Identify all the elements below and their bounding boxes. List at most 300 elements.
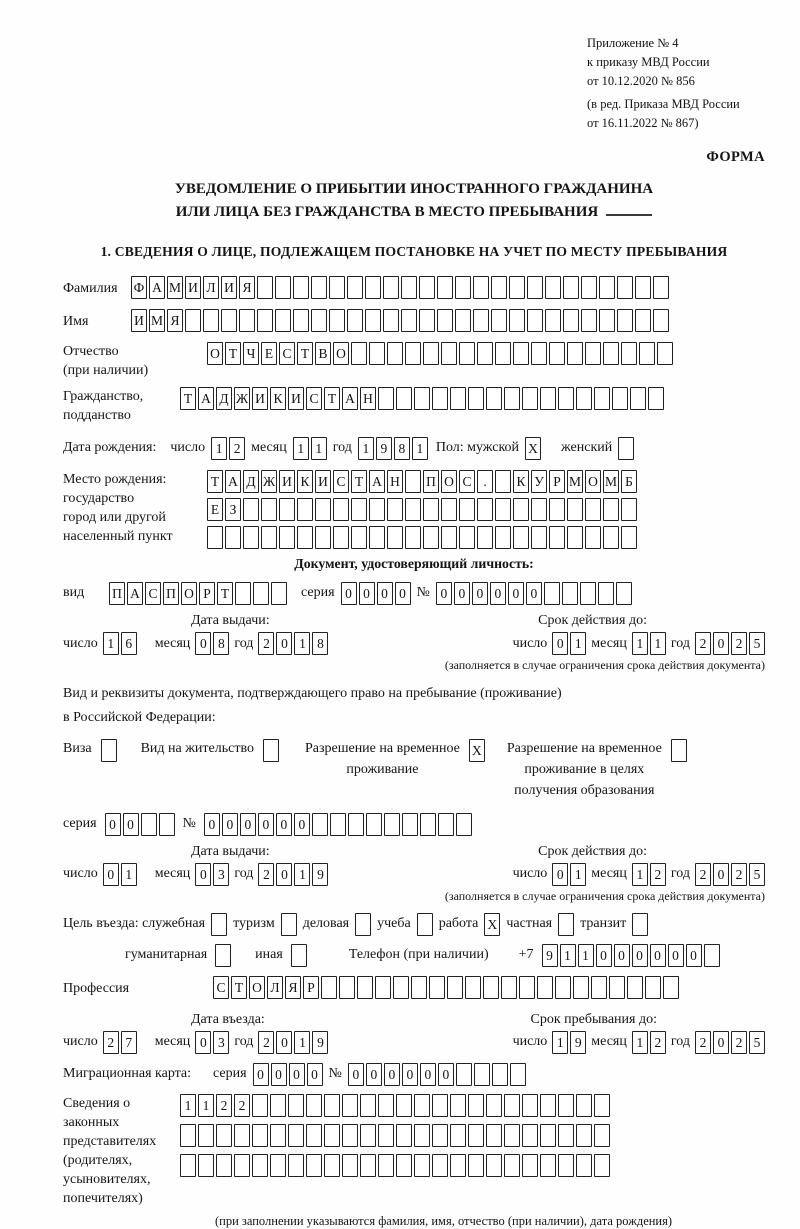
char-box[interactable]: 0: [366, 1063, 382, 1086]
char-box[interactable]: [270, 1124, 286, 1147]
char-box[interactable]: [567, 342, 583, 365]
char-box[interactable]: 2: [258, 632, 274, 655]
char-box[interactable]: [369, 498, 385, 521]
char-box[interactable]: 1: [412, 437, 428, 460]
char-box[interactable]: [297, 498, 313, 521]
char-box[interactable]: [360, 1094, 376, 1117]
char-box[interactable]: 0: [195, 1031, 211, 1054]
char-box[interactable]: 0: [713, 632, 729, 655]
char-box[interactable]: М: [149, 309, 165, 332]
char-box[interactable]: 6: [121, 632, 137, 655]
char-box[interactable]: 0: [289, 1063, 305, 1086]
char-box[interactable]: 1: [570, 632, 586, 655]
char-box[interactable]: [288, 1124, 304, 1147]
char-box[interactable]: [447, 976, 463, 999]
char-box[interactable]: И: [252, 387, 268, 410]
char-box[interactable]: С: [145, 582, 161, 605]
char-box[interactable]: [486, 1094, 502, 1117]
char-box[interactable]: [527, 309, 543, 332]
char-box[interactable]: 0: [276, 863, 292, 886]
char-box[interactable]: И: [315, 470, 331, 493]
char-box[interactable]: 2: [650, 863, 666, 886]
char-box[interactable]: [414, 1154, 430, 1177]
char-box[interactable]: [387, 342, 403, 365]
char-box[interactable]: [591, 976, 607, 999]
char-box[interactable]: [558, 1154, 574, 1177]
char-box[interactable]: 0: [472, 582, 488, 605]
char-box[interactable]: [495, 342, 511, 365]
char-box[interactable]: [378, 1094, 394, 1117]
char-box[interactable]: [235, 582, 251, 605]
char-box[interactable]: [198, 1124, 214, 1147]
char-box[interactable]: [329, 309, 345, 332]
char-box[interactable]: [351, 342, 367, 365]
char-box[interactable]: [621, 526, 637, 549]
char-box[interactable]: [429, 976, 445, 999]
checkbox-other[interactable]: [291, 944, 307, 967]
char-box[interactable]: [585, 342, 601, 365]
char-box[interactable]: [509, 309, 525, 332]
char-box[interactable]: [450, 1094, 466, 1117]
char-box[interactable]: 8: [213, 632, 229, 655]
char-box[interactable]: [180, 1154, 196, 1177]
char-box[interactable]: [455, 276, 471, 299]
char-box[interactable]: 3: [213, 1031, 229, 1054]
char-box[interactable]: 0: [307, 1063, 323, 1086]
char-box[interactable]: Т: [225, 342, 241, 365]
char-box[interactable]: [414, 387, 430, 410]
char-box[interactable]: 0: [222, 813, 238, 836]
char-box[interactable]: 0: [436, 582, 452, 605]
char-box[interactable]: 0: [294, 813, 310, 836]
char-box[interactable]: 9: [312, 863, 328, 886]
char-box[interactable]: 2: [229, 437, 245, 460]
char-box[interactable]: [576, 387, 592, 410]
char-box[interactable]: [423, 498, 439, 521]
char-box[interactable]: [563, 276, 579, 299]
char-box[interactable]: 0: [377, 582, 393, 605]
char-box[interactable]: [216, 1154, 232, 1177]
char-box[interactable]: 1: [311, 437, 327, 460]
char-box[interactable]: 0: [123, 813, 139, 836]
char-box[interactable]: А: [369, 470, 385, 493]
char-box[interactable]: С: [213, 976, 229, 999]
char-box[interactable]: Л: [203, 276, 219, 299]
char-box[interactable]: 0: [668, 944, 684, 967]
char-box[interactable]: [616, 582, 632, 605]
char-box[interactable]: [243, 498, 259, 521]
char-box[interactable]: 1: [632, 1031, 648, 1054]
char-box[interactable]: [365, 276, 381, 299]
char-box[interactable]: [311, 276, 327, 299]
char-box[interactable]: 0: [341, 582, 357, 605]
char-box[interactable]: 0: [240, 813, 256, 836]
char-box[interactable]: А: [149, 276, 165, 299]
char-box[interactable]: 1: [211, 437, 227, 460]
char-box[interactable]: О: [441, 470, 457, 493]
char-box[interactable]: С: [306, 387, 322, 410]
char-box[interactable]: [387, 498, 403, 521]
char-box[interactable]: [558, 1094, 574, 1117]
char-box[interactable]: [576, 1124, 592, 1147]
char-box[interactable]: [558, 1124, 574, 1147]
char-box[interactable]: [279, 526, 295, 549]
char-box[interactable]: [468, 1094, 484, 1117]
char-box[interactable]: [401, 309, 417, 332]
char-box[interactable]: Е: [207, 498, 223, 521]
char-box[interactable]: [414, 1124, 430, 1147]
char-box[interactable]: [405, 342, 421, 365]
char-box[interactable]: [540, 1124, 556, 1147]
char-box[interactable]: [441, 526, 457, 549]
char-box[interactable]: И: [131, 309, 147, 332]
char-box[interactable]: [365, 309, 381, 332]
char-box[interactable]: [270, 1094, 286, 1117]
char-box[interactable]: [252, 1154, 268, 1177]
char-box[interactable]: Т: [297, 342, 313, 365]
char-box[interactable]: 0: [508, 582, 524, 605]
char-box[interactable]: [243, 526, 259, 549]
char-box[interactable]: 1: [198, 1094, 214, 1117]
char-box[interactable]: [653, 276, 669, 299]
char-box[interactable]: 9: [376, 437, 392, 460]
char-box[interactable]: 1: [560, 944, 576, 967]
char-box[interactable]: Ч: [243, 342, 259, 365]
char-box[interactable]: 0: [103, 863, 119, 886]
char-box[interactable]: 0: [195, 632, 211, 655]
char-box[interactable]: [378, 1124, 394, 1147]
char-box[interactable]: [603, 342, 619, 365]
char-box[interactable]: 0: [359, 582, 375, 605]
char-box[interactable]: [486, 387, 502, 410]
checkbox-temp-residence[interactable]: X: [469, 739, 485, 762]
char-box[interactable]: [492, 1063, 508, 1086]
char-box[interactable]: [635, 276, 651, 299]
char-box[interactable]: Я: [285, 976, 301, 999]
char-box[interactable]: [405, 526, 421, 549]
char-box[interactable]: 1: [358, 437, 374, 460]
char-box[interactable]: 0: [105, 813, 121, 836]
char-box[interactable]: [432, 1154, 448, 1177]
char-box[interactable]: 0: [686, 944, 702, 967]
char-box[interactable]: 0: [276, 813, 292, 836]
char-box[interactable]: 0: [713, 1031, 729, 1054]
char-box[interactable]: [180, 1124, 196, 1147]
checkbox-tourism[interactable]: [281, 913, 297, 936]
char-box[interactable]: [477, 498, 493, 521]
char-box[interactable]: [585, 526, 601, 549]
char-box[interactable]: [252, 1094, 268, 1117]
char-box[interactable]: М: [567, 470, 583, 493]
char-box[interactable]: [477, 526, 493, 549]
char-box[interactable]: [459, 498, 475, 521]
char-box[interactable]: Б: [621, 470, 637, 493]
char-box[interactable]: В: [315, 342, 331, 365]
char-box[interactable]: [594, 1124, 610, 1147]
char-box[interactable]: [198, 1154, 214, 1177]
char-box[interactable]: Н: [387, 470, 403, 493]
char-box[interactable]: [617, 276, 633, 299]
char-box[interactable]: 2: [234, 1094, 250, 1117]
char-box[interactable]: [360, 1124, 376, 1147]
char-box[interactable]: [329, 276, 345, 299]
char-box[interactable]: [441, 342, 457, 365]
char-box[interactable]: С: [459, 470, 475, 493]
char-box[interactable]: [203, 309, 219, 332]
char-box[interactable]: 0: [395, 582, 411, 605]
char-box[interactable]: [234, 1154, 250, 1177]
char-box[interactable]: [378, 387, 394, 410]
char-box[interactable]: [321, 976, 337, 999]
char-box[interactable]: [207, 526, 223, 549]
char-box[interactable]: [239, 309, 255, 332]
char-box[interactable]: 0: [258, 813, 274, 836]
char-box[interactable]: [456, 1063, 472, 1086]
char-box[interactable]: [351, 526, 367, 549]
char-box[interactable]: [252, 1124, 268, 1147]
char-box[interactable]: [459, 342, 475, 365]
char-box[interactable]: [360, 1154, 376, 1177]
char-box[interactable]: Е: [261, 342, 277, 365]
char-box[interactable]: П: [423, 470, 439, 493]
char-box[interactable]: [617, 309, 633, 332]
char-box[interactable]: [483, 976, 499, 999]
char-box[interactable]: 5: [749, 1031, 765, 1054]
char-box[interactable]: К: [513, 470, 529, 493]
char-box[interactable]: [396, 387, 412, 410]
checkbox-visa[interactable]: [101, 739, 117, 762]
char-box[interactable]: [324, 1154, 340, 1177]
char-box[interactable]: 0: [526, 582, 542, 605]
char-box[interactable]: [348, 813, 364, 836]
char-box[interactable]: [324, 1094, 340, 1117]
char-box[interactable]: 0: [253, 1063, 269, 1086]
char-box[interactable]: [635, 309, 651, 332]
char-box[interactable]: [527, 276, 543, 299]
char-box[interactable]: [450, 1154, 466, 1177]
char-box[interactable]: О: [249, 976, 265, 999]
char-box[interactable]: 7: [121, 1031, 137, 1054]
char-box[interactable]: [261, 498, 277, 521]
char-box[interactable]: [576, 1154, 592, 1177]
char-box[interactable]: И: [279, 470, 295, 493]
char-box[interactable]: [545, 309, 561, 332]
char-box[interactable]: [383, 309, 399, 332]
char-box[interactable]: [312, 813, 328, 836]
char-box[interactable]: [531, 498, 547, 521]
char-box[interactable]: 8: [312, 632, 328, 655]
char-box[interactable]: 0: [552, 632, 568, 655]
char-box[interactable]: [519, 976, 535, 999]
char-box[interactable]: [324, 1124, 340, 1147]
char-box[interactable]: [393, 976, 409, 999]
char-box[interactable]: [491, 309, 507, 332]
char-box[interactable]: 8: [394, 437, 410, 460]
char-box[interactable]: 2: [731, 632, 747, 655]
char-box[interactable]: А: [127, 582, 143, 605]
char-box[interactable]: [549, 342, 565, 365]
char-box[interactable]: 2: [103, 1031, 119, 1054]
char-box[interactable]: [221, 309, 237, 332]
char-box[interactable]: 3: [213, 863, 229, 886]
char-box[interactable]: [333, 498, 349, 521]
char-box[interactable]: [576, 1094, 592, 1117]
checkbox-business[interactable]: [355, 913, 371, 936]
char-box[interactable]: 0: [552, 863, 568, 886]
char-box[interactable]: О: [585, 470, 601, 493]
char-box[interactable]: 1: [650, 632, 666, 655]
char-box[interactable]: [330, 813, 346, 836]
char-box[interactable]: [419, 276, 435, 299]
char-box[interactable]: [351, 498, 367, 521]
char-box[interactable]: 1: [578, 944, 594, 967]
char-box[interactable]: [609, 976, 625, 999]
char-box[interactable]: [414, 1094, 430, 1117]
char-box[interactable]: [531, 342, 547, 365]
char-box[interactable]: [288, 1094, 304, 1117]
char-box[interactable]: [645, 976, 661, 999]
char-box[interactable]: [567, 526, 583, 549]
char-box[interactable]: 1: [632, 863, 648, 886]
char-box[interactable]: Д: [243, 470, 259, 493]
char-box[interactable]: [491, 276, 507, 299]
char-box[interactable]: 2: [258, 863, 274, 886]
char-box[interactable]: [594, 1094, 610, 1117]
char-box[interactable]: 0: [596, 944, 612, 967]
char-box[interactable]: Л: [267, 976, 283, 999]
char-box[interactable]: [411, 976, 427, 999]
char-box[interactable]: [549, 498, 565, 521]
char-box[interactable]: [257, 276, 273, 299]
char-box[interactable]: [401, 276, 417, 299]
char-box[interactable]: И: [185, 276, 201, 299]
char-box[interactable]: [495, 498, 511, 521]
char-box[interactable]: [621, 498, 637, 521]
checkbox-study[interactable]: [417, 913, 433, 936]
char-box[interactable]: [612, 387, 628, 410]
char-box[interactable]: [580, 582, 596, 605]
char-box[interactable]: [603, 526, 619, 549]
char-box[interactable]: [522, 1124, 538, 1147]
char-box[interactable]: Р: [303, 976, 319, 999]
char-box[interactable]: 0: [614, 944, 630, 967]
char-box[interactable]: [540, 387, 556, 410]
char-box[interactable]: [465, 976, 481, 999]
char-box[interactable]: [581, 309, 597, 332]
char-box[interactable]: 0: [276, 1031, 292, 1054]
char-box[interactable]: [594, 1154, 610, 1177]
char-box[interactable]: 1: [294, 632, 310, 655]
char-box[interactable]: [405, 498, 421, 521]
char-box[interactable]: 1: [294, 863, 310, 886]
char-box[interactable]: 5: [749, 863, 765, 886]
char-box[interactable]: 0: [713, 863, 729, 886]
char-box[interactable]: [621, 342, 637, 365]
char-box[interactable]: Т: [207, 470, 223, 493]
char-box[interactable]: К: [297, 470, 313, 493]
char-box[interactable]: 1: [121, 863, 137, 886]
char-box[interactable]: [306, 1154, 322, 1177]
checkbox-temp-residence-edu[interactable]: [671, 739, 687, 762]
char-box[interactable]: [599, 309, 615, 332]
char-box[interactable]: [420, 813, 436, 836]
char-box[interactable]: [423, 526, 439, 549]
char-box[interactable]: Р: [199, 582, 215, 605]
char-box[interactable]: [342, 1154, 358, 1177]
char-box[interactable]: [339, 976, 355, 999]
char-box[interactable]: 9: [312, 1031, 328, 1054]
char-box[interactable]: 2: [695, 863, 711, 886]
char-box[interactable]: [297, 526, 313, 549]
char-box[interactable]: [513, 342, 529, 365]
char-box[interactable]: З: [225, 498, 241, 521]
char-box[interactable]: [504, 1154, 520, 1177]
char-box[interactable]: [522, 1094, 538, 1117]
char-box[interactable]: [456, 813, 472, 836]
char-box[interactable]: [562, 582, 578, 605]
char-box[interactable]: [630, 387, 646, 410]
char-box[interactable]: У: [531, 470, 547, 493]
char-box[interactable]: 2: [695, 632, 711, 655]
char-box[interactable]: [306, 1094, 322, 1117]
char-box[interactable]: А: [225, 470, 241, 493]
char-box[interactable]: [468, 1154, 484, 1177]
char-box[interactable]: .: [477, 470, 493, 493]
char-box[interactable]: [648, 387, 664, 410]
char-box[interactable]: [357, 976, 373, 999]
char-box[interactable]: [347, 309, 363, 332]
char-box[interactable]: О: [333, 342, 349, 365]
char-box[interactable]: [438, 813, 454, 836]
char-box[interactable]: И: [288, 387, 304, 410]
char-box[interactable]: [522, 387, 538, 410]
char-box[interactable]: [275, 309, 291, 332]
char-box[interactable]: [342, 1094, 358, 1117]
char-box[interactable]: [375, 976, 391, 999]
char-box[interactable]: [663, 976, 679, 999]
char-box[interactable]: М: [167, 276, 183, 299]
checkbox-transit[interactable]: [632, 913, 648, 936]
char-box[interactable]: [396, 1094, 412, 1117]
char-box[interactable]: 0: [402, 1063, 418, 1086]
char-box[interactable]: Ж: [234, 387, 250, 410]
char-box[interactable]: [253, 582, 269, 605]
char-box[interactable]: 9: [570, 1031, 586, 1054]
char-box[interactable]: 2: [731, 863, 747, 886]
char-box[interactable]: [402, 813, 418, 836]
char-box[interactable]: С: [279, 342, 295, 365]
char-box[interactable]: [141, 813, 157, 836]
char-box[interactable]: [366, 813, 382, 836]
char-box[interactable]: [455, 309, 471, 332]
char-box[interactable]: [271, 582, 287, 605]
char-box[interactable]: [581, 276, 597, 299]
char-box[interactable]: [405, 470, 421, 493]
char-box[interactable]: [275, 276, 291, 299]
char-box[interactable]: Т: [351, 470, 367, 493]
char-box[interactable]: [474, 1063, 490, 1086]
char-box[interactable]: [387, 526, 403, 549]
char-box[interactable]: [639, 342, 655, 365]
char-box[interactable]: [432, 387, 448, 410]
char-box[interactable]: [468, 387, 484, 410]
char-box[interactable]: [545, 276, 561, 299]
char-box[interactable]: [378, 1154, 394, 1177]
char-box[interactable]: [594, 387, 610, 410]
char-box[interactable]: 0: [195, 863, 211, 886]
char-box[interactable]: [384, 813, 400, 836]
char-box[interactable]: [315, 498, 331, 521]
